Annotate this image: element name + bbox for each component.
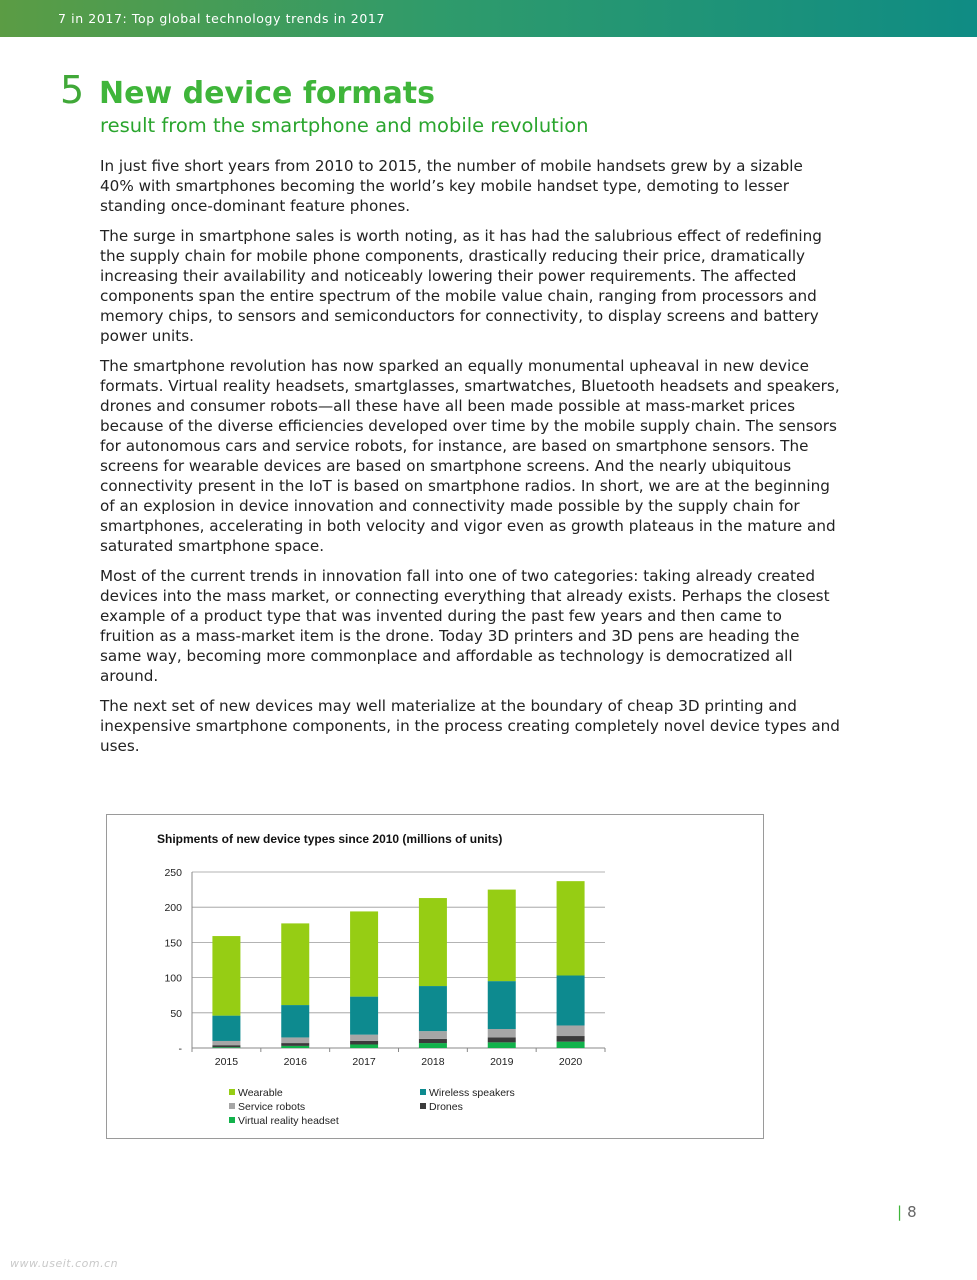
section-title: New device formats <box>99 76 436 111</box>
legend-swatch <box>420 1103 426 1109</box>
chart-title: Shipments of new device types since 2010 (millions of units) <box>157 832 503 846</box>
bar-segment <box>488 1037 516 1042</box>
paragraph: The next set of new devices may well materialize at the boundary of cheap 3D printing and inexpensive smartphone components, in the process creating completely novel device types and uses. <box>100 697 840 755</box>
bar-segment <box>557 1036 585 1042</box>
paragraph: Most of the current trends in innovation fall into one of two categories: taking already created devices into the mass market, or connecting everything that already exists. Perhaps the closest example of a product type that was invented during the past few years and then came to fruition as a mass-market item is the drone. Today 3D printers and 3D pens are heading the same way, becoming more commonplace and affordable as technology is democratized all around. <box>100 567 830 685</box>
bar-segment <box>557 1042 585 1048</box>
section-subtitle: result from the smartphone and mobile revolution <box>100 114 589 137</box>
legend-item <box>229 1101 305 1113</box>
watermark-text: www.useit.com.cn <box>10 1257 119 1270</box>
legend-label: Wearable <box>238 1087 283 1099</box>
x-tick-label: 2016 <box>283 1056 307 1068</box>
bar-segment <box>212 1041 240 1045</box>
header-bar <box>0 0 977 37</box>
x-tick-label: 2020 <box>558 1056 583 1068</box>
x-tick-label: 2018 <box>421 1056 445 1068</box>
legend-item <box>229 1115 339 1127</box>
legend-label: Virtual reality headset <box>238 1115 339 1127</box>
bar-segment <box>212 1047 240 1048</box>
bar-segment <box>350 1044 378 1048</box>
bar-segment <box>281 1043 309 1046</box>
bar-segment <box>350 997 378 1035</box>
x-tick-label: 2019 <box>490 1056 514 1068</box>
paragraph: The smartphone revolution has now sparked an equally monumental upheaval in new device formats. Virtual reality headsets, smartglasses, smartwatches, Bluetooth headsets and speakers, drones and consumer robots—all these have all been made possible at mass-market prices because of the diverse efficiencies developed over time by the mobile supply chain. The sensors for autonomous cars and service robots, for instance, are based on smartphone sensors. The screens for wearable devices are based on smartphone screens. And the nearly ubiquitous connectivity present in the IoT is based on smartphone radios. In short, we are at the beginning of an explosion in device innovation and connectivity made possible by the supply chain for smartphones, accelerating in both velocity and vigor even as growth plateaus in the mature and saturated smartphone space. <box>100 357 840 555</box>
bar-segment <box>350 1035 378 1041</box>
legend-item <box>420 1087 515 1099</box>
bar-segment <box>212 1016 240 1041</box>
bar-segment <box>557 881 585 975</box>
bar-segment <box>419 1039 447 1043</box>
body-text <box>100 156 840 766</box>
y-tick-label: 100 <box>164 972 182 985</box>
legend-swatch <box>420 1089 426 1095</box>
bar-segment <box>488 890 516 982</box>
legend-swatch <box>229 1117 235 1123</box>
page-number <box>897 1203 917 1221</box>
bar-segment <box>488 981 516 1029</box>
bar-segment <box>212 936 240 1016</box>
bar-segment <box>419 1031 447 1039</box>
y-tick-label: 50 <box>170 1007 182 1020</box>
paragraph: The surge in smartphone sales is worth noting, as it has had the salubrious effect of redefining the supply chain for mobile phone components, drastically reducing their price, dramatically increasing their availability and noticeably lowering their power requirements. The affected components span the entire spectrum of the mobile value chain, ranging from processors and memory chips, to sensors and semiconductors for connectivity, to display screens and battery power units. <box>100 227 822 345</box>
legend-label: Wireless speakers <box>429 1087 515 1099</box>
legend-item <box>229 1087 283 1099</box>
legend-swatch <box>229 1103 235 1109</box>
legend-item <box>420 1101 463 1113</box>
x-tick-label: 2017 <box>352 1056 376 1068</box>
bar-segment <box>281 1046 309 1048</box>
bar-segment <box>281 923 309 1005</box>
bar-segment <box>488 1042 516 1048</box>
y-tick-label: - <box>178 1043 182 1055</box>
y-tick-label: 250 <box>164 867 182 879</box>
bar-segment <box>557 975 585 1025</box>
bar-segment <box>281 1005 309 1037</box>
bar-segment <box>419 1043 447 1048</box>
bar-segment <box>419 898 447 986</box>
paragraph: In just five short years from 2010 to 2015, the number of mobile handsets grew by a sizable 40% with smartphones becoming the world’s key mobile handset type, demoting to lesser standing once-dominant feature phones. <box>100 157 803 215</box>
bar-segment <box>281 1037 309 1043</box>
legend-label: Service robots <box>238 1101 306 1113</box>
section-number: 5 <box>60 68 85 112</box>
page-number-value: 8 <box>907 1203 917 1221</box>
legend-swatch <box>229 1089 235 1095</box>
bar-segment <box>557 1025 585 1036</box>
chart-panel <box>106 814 764 1139</box>
y-tick-label: 200 <box>164 902 182 915</box>
legend-label: Drones <box>429 1101 463 1113</box>
bar-segment <box>419 986 447 1031</box>
x-tick-label: 2015 <box>214 1056 239 1068</box>
bar-segment <box>212 1045 240 1047</box>
bar-segment <box>488 1029 516 1037</box>
page-separator: | <box>897 1203 903 1221</box>
y-tick-label: 150 <box>164 937 182 950</box>
bar-segment <box>350 1041 378 1045</box>
running-title: 7 in 2017: Top global technology trends in 2017 <box>58 11 386 26</box>
bar-segment <box>350 911 378 996</box>
